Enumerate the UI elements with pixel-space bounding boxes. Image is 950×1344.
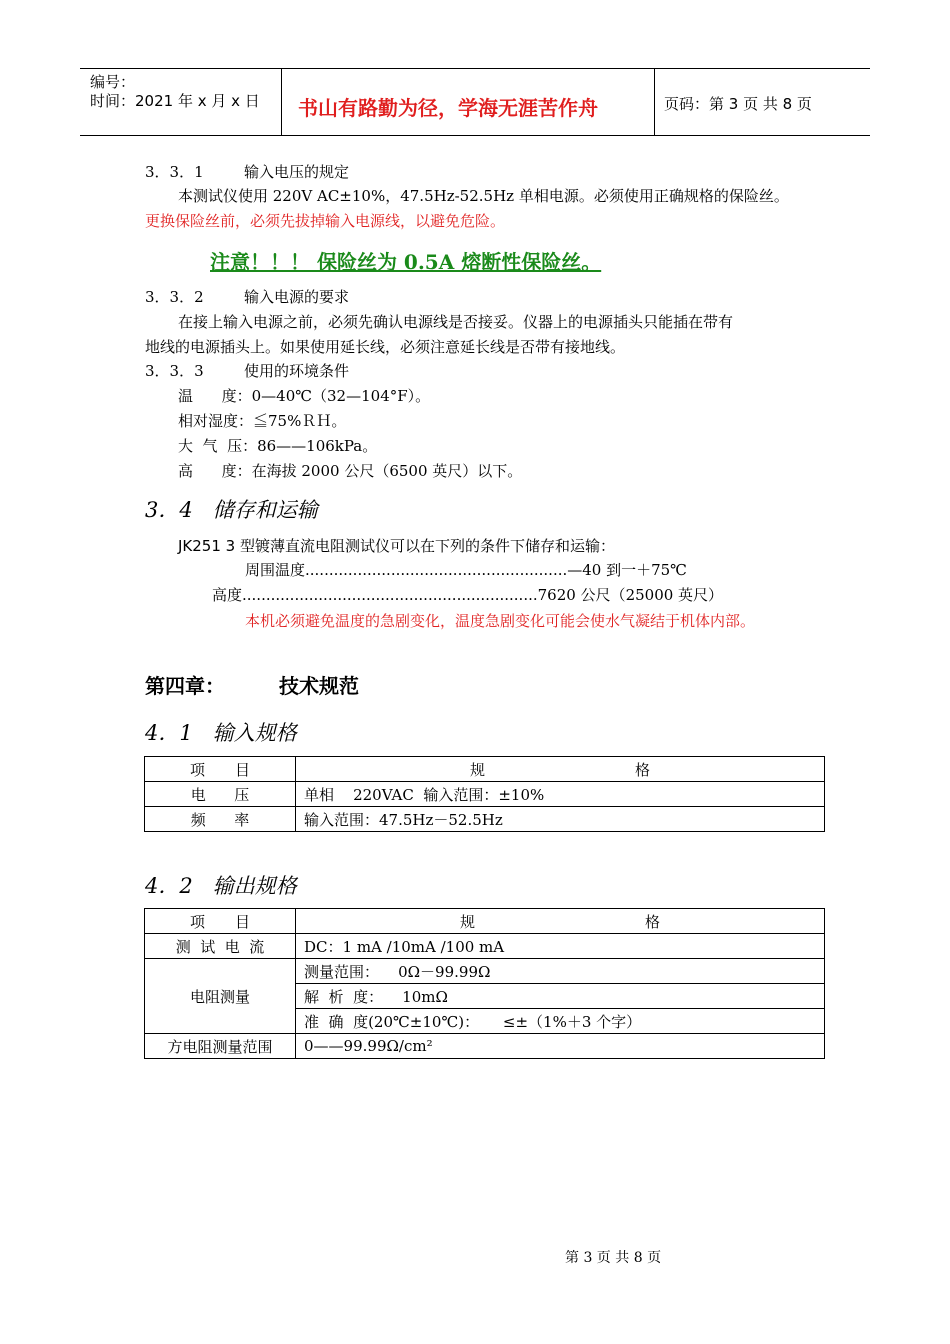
section-3-3-2-number: 3．3．2 [145, 288, 204, 306]
header-divider-right [654, 68, 655, 136]
column-header-item-part: 目 [234, 760, 250, 779]
table-header-row [145, 909, 825, 934]
storage-warning: 本机必须避免温度的急剧变化，温度急剧变化可能会使水气凝结于机体内部。 [245, 612, 756, 630]
header-divider-left [281, 68, 282, 136]
table-header-row [145, 757, 825, 782]
column-header-item [145, 757, 296, 782]
table-cell-item: 测 试 电 流 [145, 934, 296, 959]
section-3-3-3-title: 使用的环境条件 [244, 362, 350, 380]
section-3-3-2-line1: 在接上输入电源之前，必须先确认电源线是否接妥。仪器上的电源插头只能插在带有 [178, 313, 734, 331]
column-header-spec [296, 909, 825, 934]
table-cell-item: 方电阻测量范围 [145, 1034, 296, 1059]
input-spec-table [144, 756, 825, 832]
section-4-1-heading: 4．1 输入规格 [145, 721, 297, 745]
env-pressure: 大 气 压：86——106kPa。 [178, 437, 378, 455]
table-row [145, 1034, 825, 1059]
header-page-indicator: 页码：第 3 页 共 8 页 [664, 95, 812, 113]
header-top-rule [80, 68, 870, 69]
chapter-title: 技术规范 [279, 674, 359, 698]
table-cell-spec: 测量范围： 0Ω－99.99Ω [296, 959, 825, 984]
section-3-4-heading: 3．4 储存和运输 [145, 498, 318, 522]
table-row [145, 807, 825, 832]
table-row [145, 959, 825, 984]
fuse-notice: 注意！！！ 保险丝为 0.5A 熔断性保险丝。 [210, 250, 602, 274]
table-cell-item: 电阻测量 [145, 959, 296, 1034]
table-row [145, 934, 825, 959]
column-header-spec-part: 格 [644, 912, 660, 931]
column-header-item [145, 909, 296, 934]
header-time: 时间：2021 年 x 月 x 日 [90, 92, 260, 110]
env-altitude: 高 度：在海拔 2000 公尺（6500 英尺）以下。 [178, 462, 523, 480]
column-header-item-part: 目 [234, 912, 250, 931]
section-3-3-1-number: 3．3．1 [145, 163, 204, 181]
column-header-spec [296, 757, 825, 782]
table-cell-spec: 解 析 度： 10mΩ [296, 984, 825, 1009]
table-cell-spec: 输入范围：47.5Hz－52.5Hz [296, 807, 825, 832]
chapter-label: 第四章： [145, 674, 225, 698]
storage-temperature: 周围温度.......................................................—40 到一＋75℃ [245, 561, 687, 579]
header-bottom-rule [80, 135, 870, 136]
table-cell-spec: 单相 220VAC 输入范围：±10% [296, 782, 825, 807]
header-motto: 书山有路勤为径，学海无涯苦作舟 [298, 96, 598, 120]
header-serial: 编号： [90, 73, 136, 91]
env-temperature: 温 度：0—40℃（32—104°F）。 [178, 387, 431, 405]
column-header-spec-part: 规 [460, 912, 476, 931]
table-cell-item: 电 压 [145, 782, 296, 807]
table-cell-spec: 准 确 度(20℃±10℃)： ≤±（1%＋3 个字） [296, 1009, 825, 1034]
section-3-3-3-number: 3．3．3 [145, 362, 204, 380]
footer-page-number: 第 3 页 共 8 页 [565, 1250, 662, 1266]
table-cell-spec: 0——99.99Ω/cm² [296, 1034, 825, 1059]
section-3-3-2-title: 输入电源的要求 [244, 288, 350, 306]
storage-height: 高度..............................................................7620 公尺（25000 英尺） [212, 586, 724, 604]
section-3-3-1-text: 本测试仪使用 220V AC±10%，47.5Hz-52.5Hz 单相电源。必须使用正确规格的保险丝。 [178, 187, 789, 205]
table-cell-spec: DC：1 mA /10mA /100 mA [296, 934, 825, 959]
output-spec-table [144, 908, 825, 1059]
column-header-spec-part: 格 [634, 760, 650, 779]
table-cell-item: 频 率 [145, 807, 296, 832]
column-header-item-part: 项 [190, 760, 206, 779]
storage-intro: JK251 3 型镀薄直流电阻测试仪可以在下列的条件下储存和运输： [178, 537, 615, 555]
section-3-3-2-line2: 地线的电源插头上。如果使用延长线，必须注意延长线是否带有接地线。 [145, 338, 626, 356]
column-header-item-part: 项 [190, 912, 206, 931]
column-header-spec-part: 规 [470, 760, 486, 779]
table-row [145, 782, 825, 807]
fuse-replace-warning: 更换保险丝前，必须先拔掉输入电源线，以避免危险。 [145, 212, 506, 230]
section-3-3-1-title: 输入电压的规定 [244, 163, 350, 181]
section-4-2-heading: 4．2 输出规格 [145, 874, 297, 898]
env-humidity: 相对湿度：≦75%ＲＨ。 [178, 412, 347, 430]
